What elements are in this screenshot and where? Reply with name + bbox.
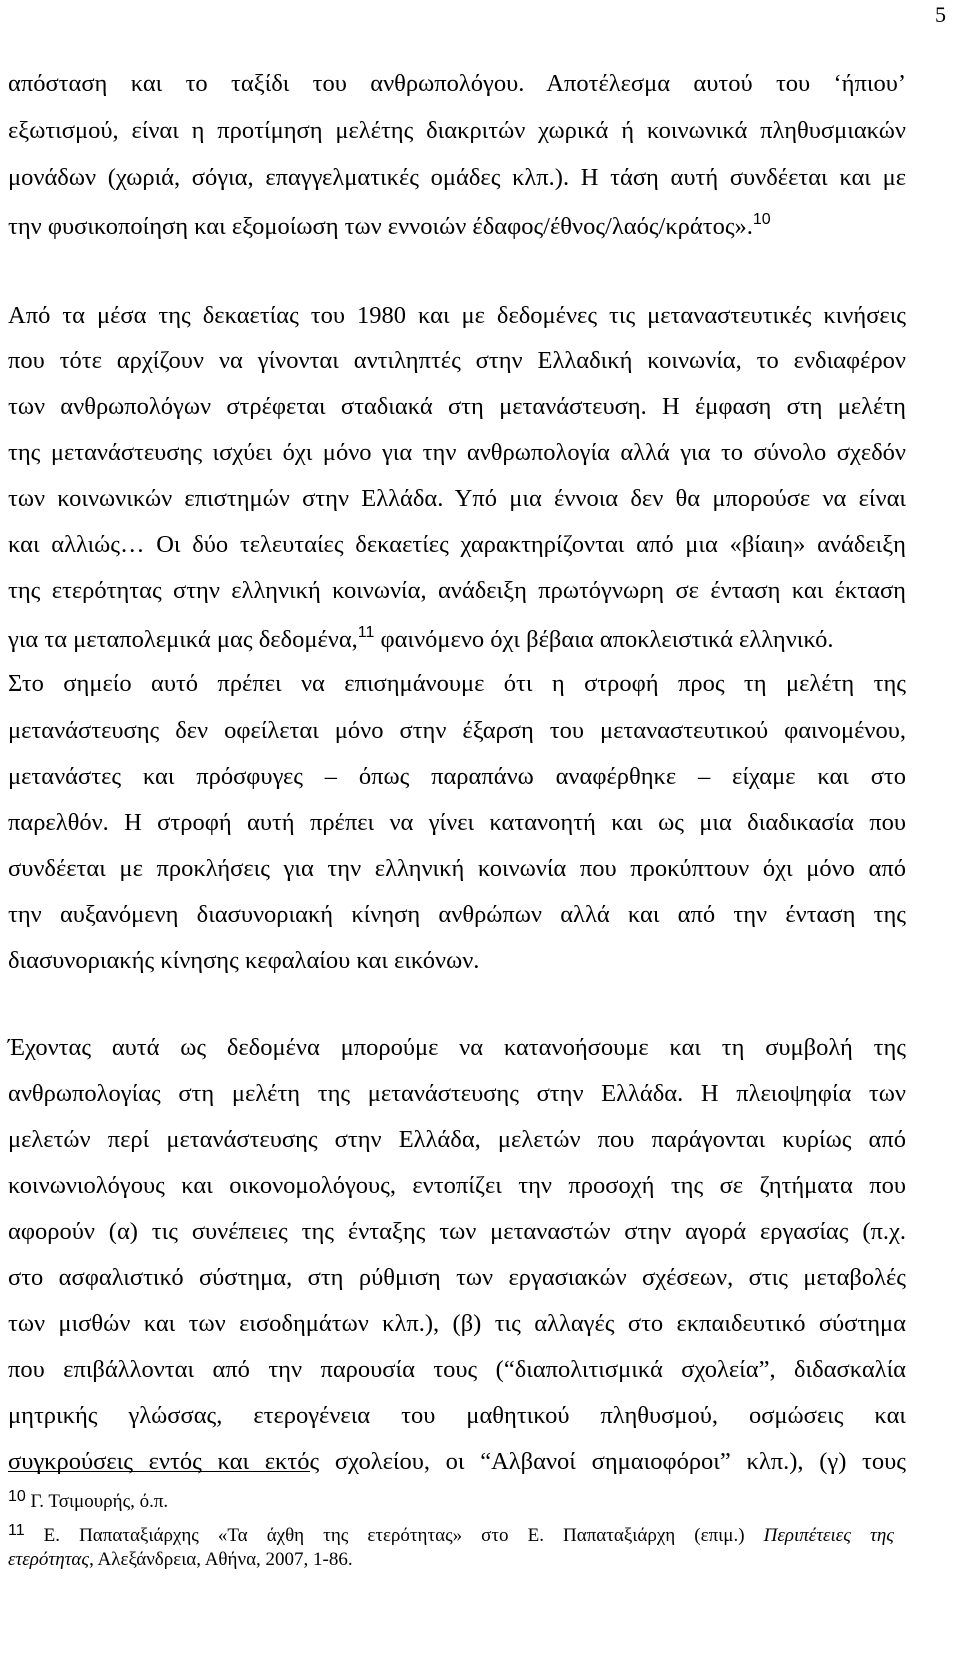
footnote-divider bbox=[8, 1471, 310, 1472]
footnote-title: ετερότητας bbox=[8, 1549, 90, 1570]
footnote-11-cont bbox=[8, 1548, 894, 1572]
text-span: για τα μεταπολεμικά μας δεδομένα, bbox=[8, 626, 358, 653]
text-line: συγκρούσεις εντός και εκτός σχολείου, οι “Αλβανοί σημαιοφόροι” κλπ.), (γ) τους bbox=[8, 1448, 906, 1475]
page-number: 5 bbox=[935, 2, 946, 27]
text-line: Από τα μέσα της δεκαετίας του 1980 και με δεδομένες τις μεταναστευτικές κινήσεις bbox=[8, 302, 906, 329]
text-line: των κοινωνικών επιστημών στην Ελλάδα. Υπό μια έννοια δεν θα μπορούσε να είναι bbox=[8, 485, 906, 512]
text-line: μελετών περί μετανάστευσης στην Ελλάδα, μελετών που παράγονται κυρίως από bbox=[8, 1126, 906, 1153]
text-line: των μισθών και των εισοδημάτων κλπ.), (β) τις αλλαγές στο εκπαιδευτικό σύστημα bbox=[8, 1310, 906, 1337]
footnote-text: Ε. Παπαταξιάρχης «Τα άχθη της ετερότητας» στο Ε. Παπαταξιάρχη (επιμ.) bbox=[24, 1525, 764, 1546]
text-line: της μετανάστευσης ισχύει όχι μόνο για την ανθρωπολογία αλλά για το σύνολο σχεδόν bbox=[8, 439, 906, 466]
text-line: Στο σημείο αυτό πρέπει να επισημάνουμε ότι η στροφή προς τη μελέτη της bbox=[8, 670, 906, 697]
text-line: των ανθρωπολόγων στρέφεται σταδιακά στη μετανάστευση. Η έμφαση στη μελέτη bbox=[8, 393, 906, 420]
text-line: που τότε αρχίζουν να γίνονται αντιληπτές στην Ελλαδική κοινωνία, το ενδιαφέρον bbox=[8, 347, 906, 374]
footnote-title: Περιπέτειες της bbox=[763, 1525, 894, 1546]
text-line: εξωτισμού, είναι η προτίμηση μελέτης διακριτών χωρικά ή κοινωνικά πληθυσμιακών bbox=[8, 117, 906, 144]
text-line: απόσταση και το ταξίδι του ανθρωπολόγου. Αποτέλεσμα αυτού του ‘ήπιου’ bbox=[8, 70, 906, 97]
text-line: κοινωνιολόγους και οικονομολόγους, εντοπίζει την προσοχή της σε ζητήματα που bbox=[8, 1172, 906, 1199]
text-line: Έχοντας αυτά ως δεδομένα μπορούμε να κατανοήσουμε και τη συμβολή της bbox=[8, 1034, 906, 1061]
footnote-mark: 10 bbox=[8, 1488, 26, 1505]
text-line bbox=[8, 625, 906, 655]
text-line: μετανάστευσης δεν οφείλεται μόνο στην έξαρση του μεταναστευτικού φαινομένου, bbox=[8, 717, 906, 744]
footnote-ref-11[interactable]: 11 bbox=[357, 624, 375, 641]
text-line: που επιβάλλονται από την παρουσία τους (“διαπολιτισμικά σχολεία”, διδασκαλία bbox=[8, 1356, 906, 1383]
text-line: μητρικής γλώσσας, ετερογένεια του μαθητικού πληθυσμού, οσμώσεις και bbox=[8, 1402, 906, 1429]
text-line: της ετερότητας στην ελληνική κοινωνία, ανάδειξη πρωτόγνωρη σε ένταση και έκταση bbox=[8, 577, 906, 604]
text-line: στο ασφαλιστικό σύστημα, στη ρύθμιση των εργασιακών σχέσεων, στις μεταβολές bbox=[8, 1264, 906, 1291]
footnote-11 bbox=[8, 1524, 894, 1548]
text-line: διασυνοριακής κίνησης κεφαλαίου και εικόνων. bbox=[8, 947, 480, 974]
text-span: φαινόμενο όχι βέβαια αποκλειστικά ελληνικό. bbox=[374, 626, 834, 653]
text-line: μονάδων (χωριά, σόγια, επαγγελματικές ομάδες κλπ.). Η τάση αυτή συνδέεται και με bbox=[8, 164, 906, 191]
text-line: συνδέεται με προκλήσεις για την ελληνική κοινωνία που προκύπτουν όχι μόνο από bbox=[8, 855, 906, 882]
text-line: μετανάστες και πρόσφυγες – όπως παραπάνω αναφέρθηκε – είχαμε και στο bbox=[8, 763, 906, 790]
text-line: και αλλιώς… Οι δύο τελευταίες δεκαετίες χαρακτηρίζονται από μια «βίαιη» ανάδειξη bbox=[8, 531, 906, 558]
text-span: την φυσικοποίηση και εξομοίωση των εννοιών έδαφος/έθνος/λαός/κράτος». bbox=[8, 213, 753, 240]
footnote-10 bbox=[8, 1490, 894, 1514]
footnote-text: , Αλεξάνδρεια, Αθήνα, 2007, 1-86. bbox=[89, 1549, 353, 1570]
text-line: αφορούν (α) τις συνέπειες της ένταξης των μεταναστών στην αγορά εργασίας (π.χ. bbox=[8, 1218, 906, 1245]
footnote-mark: 11 bbox=[8, 1522, 25, 1539]
text-line: παρελθόν. Η στροφή αυτή πρέπει να γίνει κατανοητή και ως μια διαδικασία που bbox=[8, 809, 906, 836]
footnote-text: Γ. Τσιμουρής, ό.π. bbox=[25, 1491, 169, 1512]
text-line: ανθρωπολογίας στη μελέτη της μετανάστευσης στην Ελλάδα. Η πλειοψηφία των bbox=[8, 1080, 906, 1107]
text-line bbox=[8, 212, 906, 242]
footnote-ref-10[interactable]: 10 bbox=[752, 211, 771, 228]
text-line: την αυξανόμενη διασυνοριακή κίνηση ανθρώπων αλλά και από την ένταση της bbox=[8, 901, 906, 928]
